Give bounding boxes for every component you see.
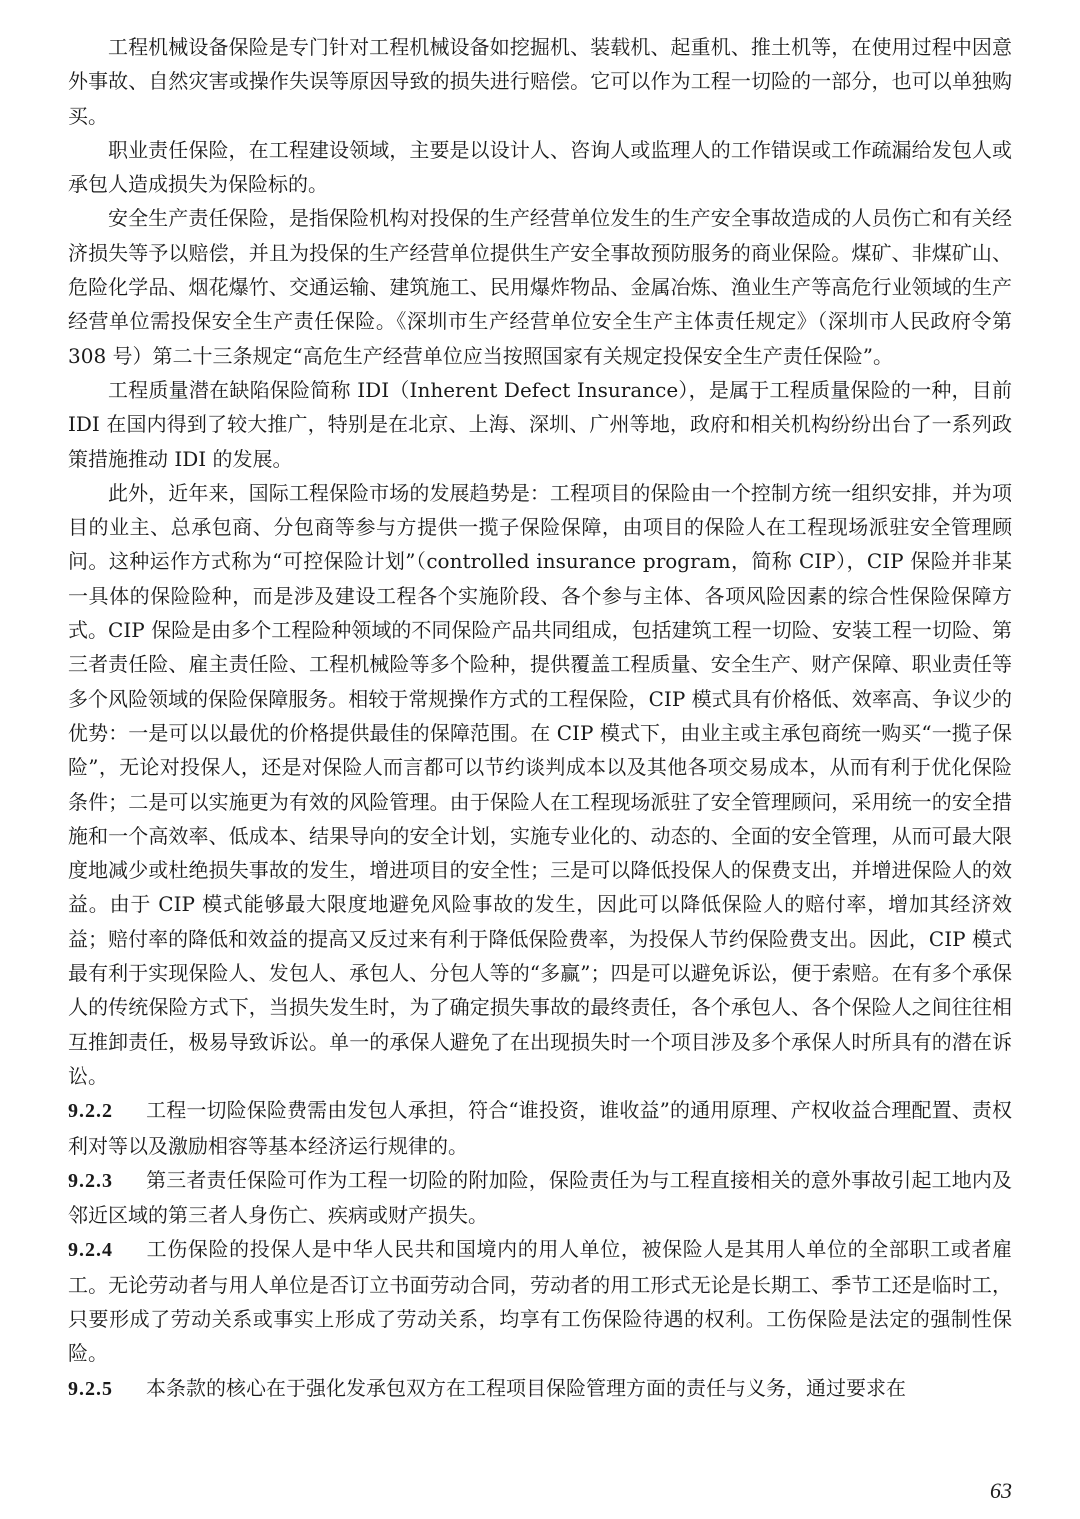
- paragraph-idi: 工程质量潜在缺陷保险简称 IDI（Inherent Defect Insurance），是属于工程质量保险的一种，目前 IDI 在国内得到了较大推广，特别是在北京、上海、深圳、广州等地，政府和相关机构纷纷出台了一系列政策措施推动 IDI 的发展。: [68, 377, 1012, 471]
- clause-number: 9.2.5: [68, 1377, 113, 1400]
- clause-text: 工程一切险保险费需由发包人承担，符合“谁投资，谁收益”的通用原理、产权收益合理配置、责权利对等以及激励相容等基本经济运行规律的。: [68, 1098, 1012, 1158]
- clause-text: 工伤保险的投保人是中华人民共和国境内的用人单位，被保险人是其用人单位的全部职工或者雇工。无论劳动者与用人单位是否订立书面劳动合同，劳动者的用工形式无论是长期工、季节工还是临时工，只要形成了劳动关系或事实上形成了劳动关系，均享有工伤保险待遇的权利。工伤保险是法定的强制性保险。: [68, 1237, 1012, 1366]
- clause-9-2-4: [68, 1232, 1012, 1370]
- paragraph-professional-liability: 职业责任保险，在工程建设领域，主要是以设计人、咨询人或监理人的工作错误或工作疏漏给发包人或承包人造成损失为保险标的。: [68, 137, 1012, 197]
- clause-number: 9.2.4: [68, 1239, 113, 1262]
- clause-9-2-2: [68, 1093, 1012, 1163]
- paragraph-machinery-insurance: 工程机械设备保险是专门针对工程机械设备如挖掘机、装载机、起重机、推土机等，在使用过程中因意外事故、自然灾害或操作失误等原因导致的损失进行赔偿。它可以作为工程一切险的一部分，也可以单独购买。: [68, 35, 1012, 128]
- clause-number: 9.2.3: [68, 1169, 113, 1192]
- page-number: 63: [990, 1478, 1012, 1503]
- clause-text: 本条款的核心在于强化发承包双方在工程项目保险管理方面的责任与义务，通过要求在: [146, 1375, 906, 1400]
- clause-9-2-3: [68, 1163, 1012, 1233]
- clause-text: 第三者责任保险可作为工程一切险的附加险，保险责任为与工程直接相关的意外事故引起工地内及邻近区域的第三者人身伤亡、疾病或财产损失。: [68, 1167, 1012, 1228]
- clause-9-2-5: [68, 1371, 1012, 1406]
- paragraph-safety-liability: 安全生产责任保险，是指保险机构对投保的生产经营单位发生的生产安全事故造成的人员伤亡和有关经济损失等予以赔偿，并且为投保的生产经营单位提供生产安全事故预防服务的商业保险。煤矿、非煤矿山、危险化学品、烟花爆竹、交通运输、建筑施工、民用爆炸物品、金属冶炼、渔业生产等高危行业领域的生产经营单位需投保安全生产责任保险。《深圳市生产经营单位安全生产主体责任规定》（深圳市人民政府令第 308 号）第二十三条规定“高危生产经营单位应当按照国家有关规定投保安全生产责任保险”。: [68, 206, 1012, 368]
- paragraph-cip: 此外，近年来，国际工程保险市场的发展趋势是：工程项目的保险由一个控制方统一组织安排，并为项目的业主、总承包商、分包商等参与方提供一揽子保险保障，由项目的保险人在工程现场派驻安全管理顾问。这种运作方式称为“可控保险计划”（controlled insurance program，简称 CIP），CIP 保险并非某一具体的保险险种，而是涉及建设工程各个实施阶段、各个参与主体、各项风险因素的综合性保险保障方式。CIP 保险是由多个工程险种领域的不同保险产品共同组成，包括建筑工程一切险、安装工程一切险、第三者责任险、雇主责任险、工程机械险等多个险种，提供覆盖工程质量、安全生产、财产保障、职业责任等多个风险领域的保险保障服务。相较于常规操作方式的工程保险，CIP 模式具有价格低、效率高、争议少的优势：一是可以以最优的价格提供最佳的保障范围。在 CIP 模式下，由业主或主承包商统一购买“一揽子保险”，无论对投保人，还是对保险人而言都可以节约谈判成本以及其他各项交易成本，从而有利于优化保险条件；二是可以实施更为有效的风险管理。由于保险人在工程现场派驻了安全管理顾问，采用统一的安全措施和一个高效率、低成本、结果导向的安全计划，实施专业化的、动态的、全面的安全管理，从而可最大限度地减少或杜绝损失事故的发生，增进项目的安全性；三是可以降低投保人的保费支出，并增进保险人的效益。由于 CIP 模式能够最大限度地避免风险事故的发生，因此可以降低保险人的赔付率，增加其经济效益；赔付率的降低和效益的提高又反过来有利于降低保险费率，为投保人节约保险费支出。因此，CIP 模式最有利于实现保险人、发包人、承包人、分包人等的“多赢”；四是可以避免诉讼，便于索赔。在有多个承保人的传统保险方式下，当损失发生时，为了确定损失事故的最终责任，各个承包人、各个保险人之间往往相互推卸责任，极易导致诉讼。单一的承保人避免了在出现损失时一个项目涉及多个承保人时所具有的潜在诉讼。: [68, 480, 1012, 1088]
- clause-number: 9.2.2: [68, 1100, 113, 1123]
